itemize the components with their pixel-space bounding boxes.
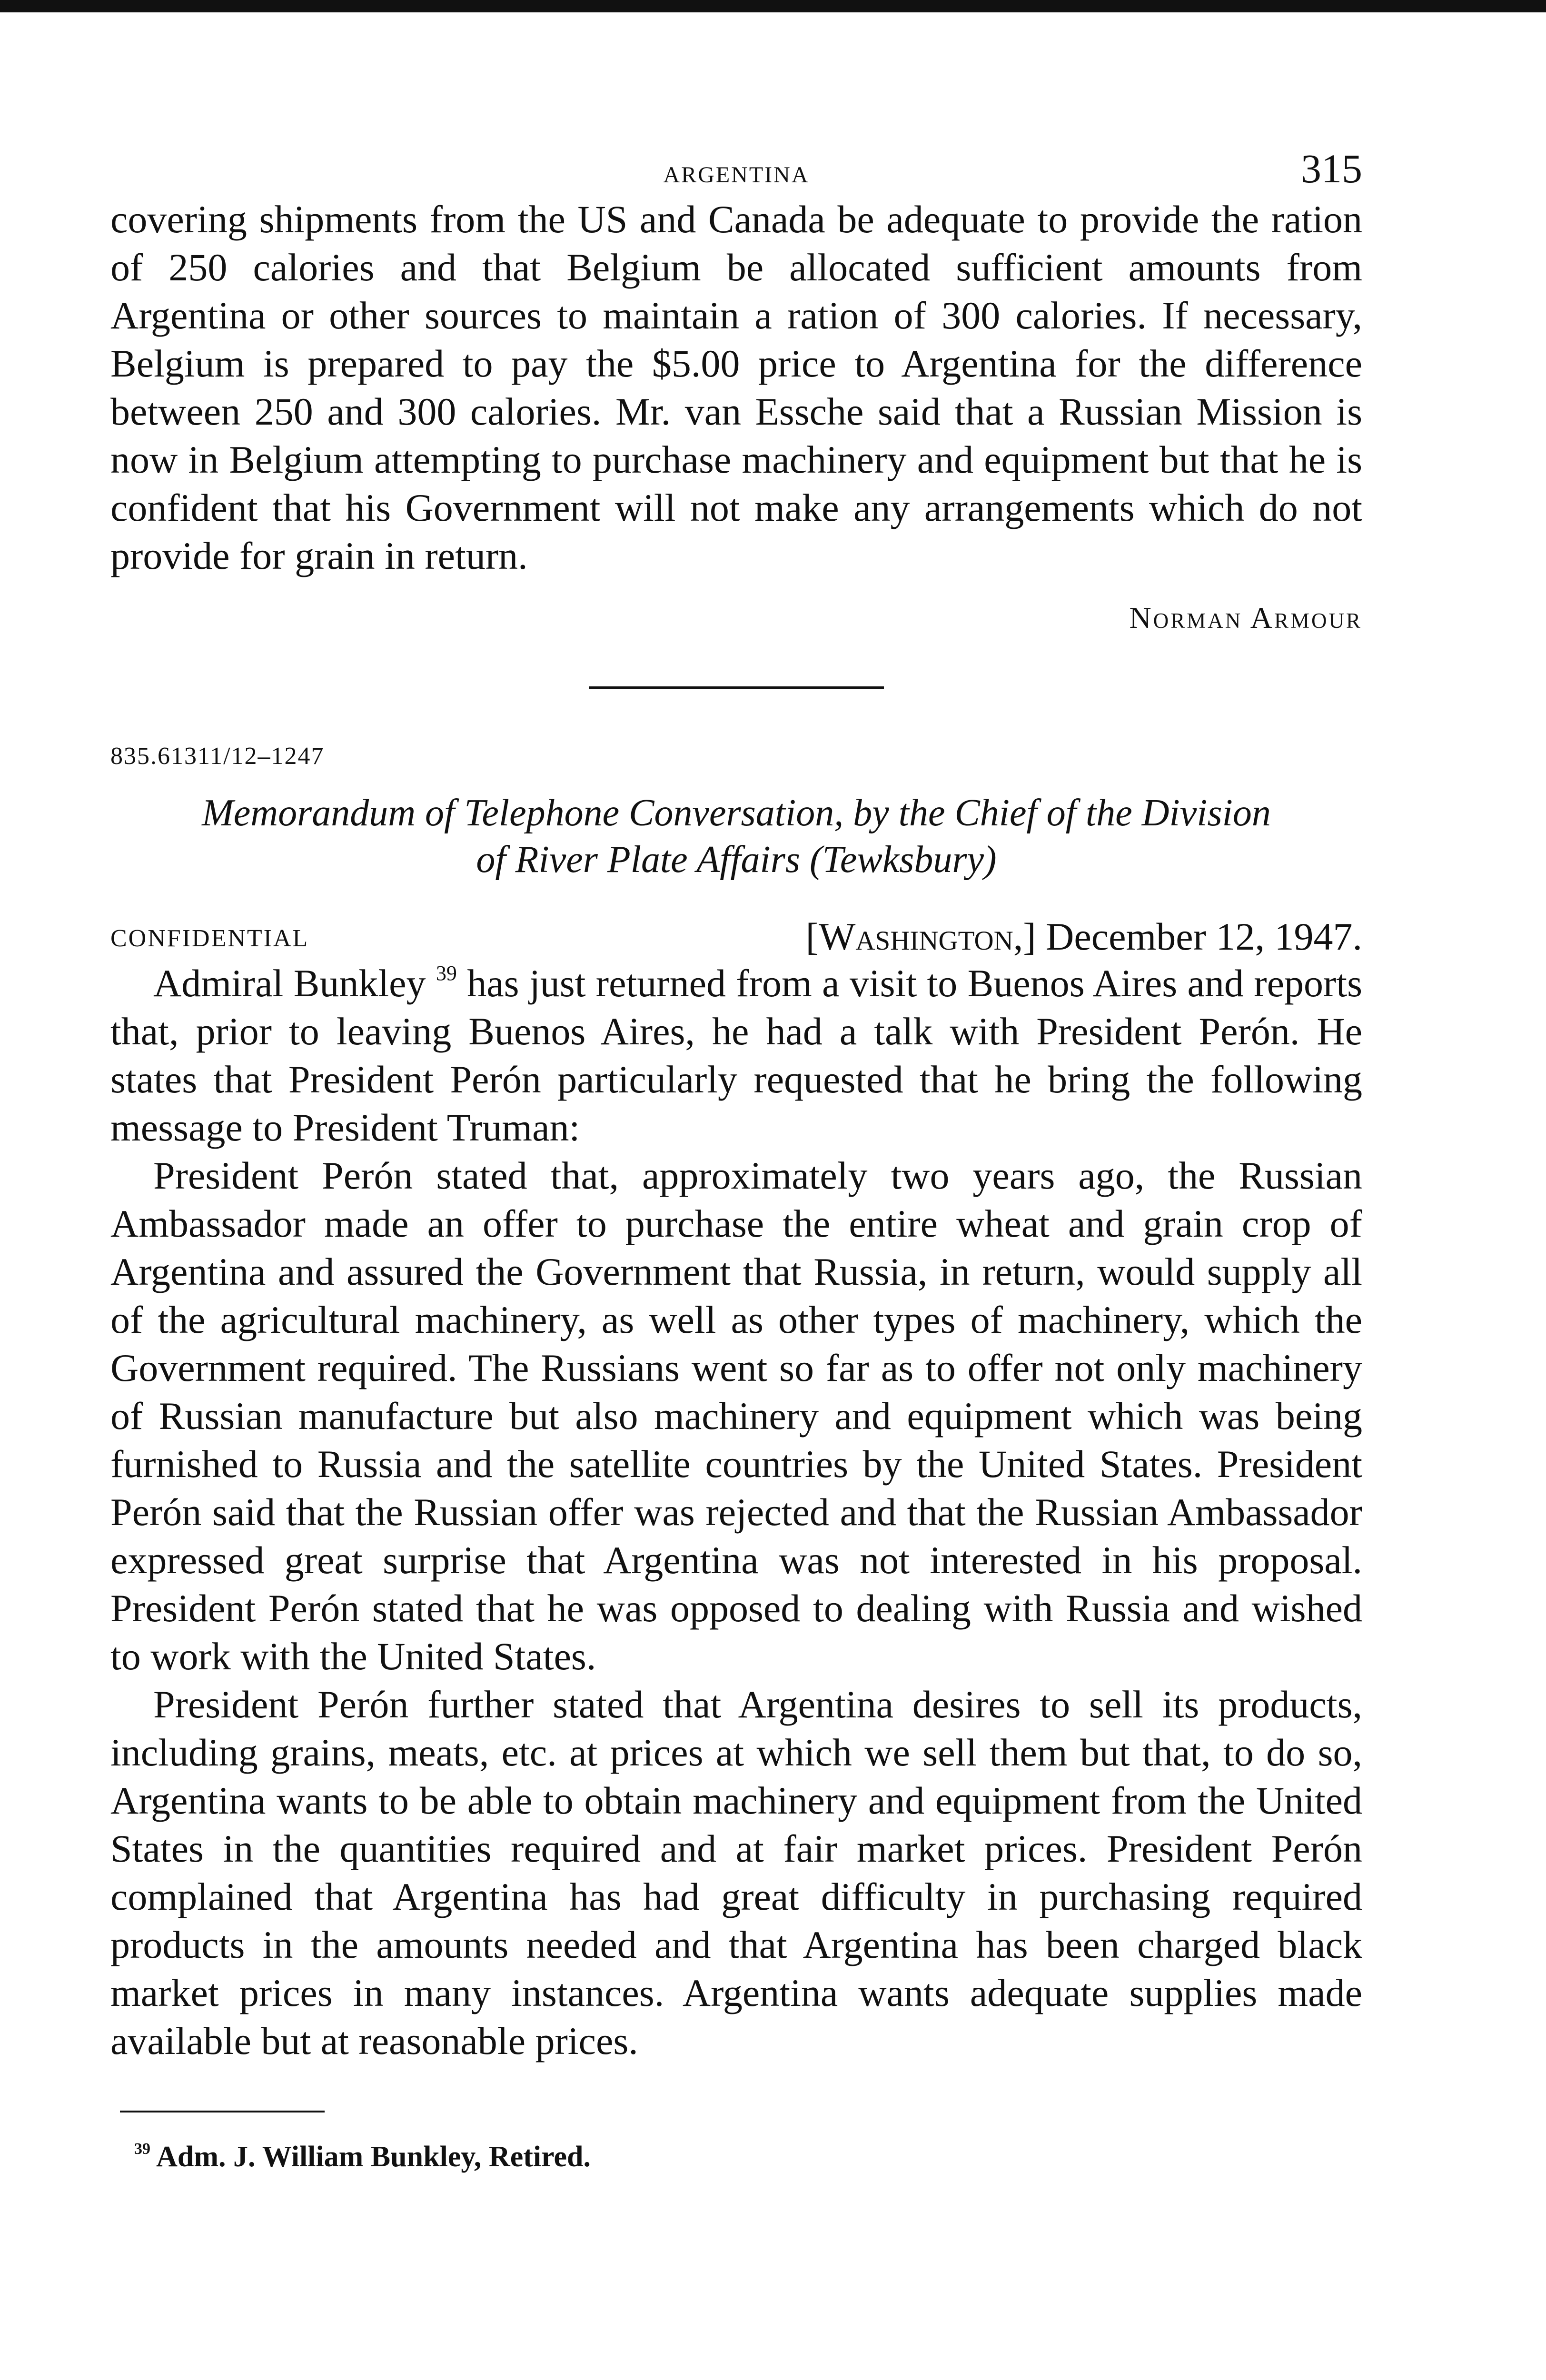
- document-title: [110, 790, 1362, 883]
- paragraph-1: [110, 959, 1362, 1151]
- classification-label: CONFIDENTIAL: [110, 925, 309, 952]
- scan-top-border: [0, 0, 1546, 12]
- place: [Washington,]: [805, 915, 1036, 958]
- date: December 12, 1947.: [1046, 915, 1362, 958]
- footnote-reference: 39: [436, 962, 457, 985]
- continuation-paragraph: covering shipments from the US and Canada be adequate to provide the ration of 250 calories and that Belgium be allocated sufficient amounts from Argentina or other sources to maintain a ration of 300 calories. If necessary, Belgium is prepared to pay the $5.00 price to Argentina for the difference between 250 and 300 calories. Mr. van Essche said that a Russian Mission is now in Belgium attempting to purchase machinery and equipment but that he is confident that his Government will not make any arrangements which do not provide for grain in return.: [110, 198, 1362, 577]
- paragraph-3: President Perón further stated that Argentina desires to sell its products, including grains, meats, etc. at prices at which we sell them but that, to do so, Argentina wants to be able to obtain machinery and equipment from the United States in the quantities required and at fair market prices. President Perón complained that Argentina has had great difficulty in purchasing required products in the amounts needed and that Argentina has been charged black market prices in many instances. Argentina wants adequate supplies made available but at reasonable prices.: [110, 1683, 1362, 2063]
- page-number: 315: [1301, 146, 1362, 191]
- paragraph-1-lead: Admiral Bunkley: [153, 962, 426, 1005]
- running-head-title: ARGENTINA: [663, 162, 810, 188]
- paragraph-1-rest: has just returned from a visit to Buenos Aires and reports that, prior to leaving Buenos Aires, he had a talk with President Perón. He states that President Perón particularly requested that he bring the following message to President Truman:: [110, 962, 1362, 1149]
- signature: Norman Armour: [1129, 601, 1362, 635]
- document-title-line2: of River Plate Affairs (Tewksbury): [476, 839, 997, 881]
- dateline: [110, 910, 1362, 959]
- paragraph-2: President Perón stated that, approximately two years ago, the Russian Ambassador made an offer to purchase the entire wheat and grain crop of Argentina and assured the Government that Russia, in return, would supply all of the agricultural machinery, as well as other types of machinery, which the Government required. The Russians went so far as to offer not only machinery of Russian manufacture but also machinery and equipment which was being furnished to Russia and the satellite countries by the United States. President Perón said that the Russian offer was rejected and that the Russian Ambassador expressed great surprise that Argentina was not interested in his proposal. President Perón stated that he was opposed to dealing with Russia and wished to work with the United States.: [110, 1154, 1362, 1678]
- document-title-line1: Memorandum of Telephone Conversation, by the Chief of the Division: [202, 792, 1271, 834]
- place-date: [806, 914, 1362, 959]
- document-page: [110, 143, 1362, 2174]
- footnote: [134, 2139, 1362, 2174]
- footnote-number: 39: [134, 2140, 150, 2158]
- footnote-rule: [120, 2111, 325, 2112]
- running-head: [110, 143, 1362, 195]
- section-divider: [589, 686, 884, 689]
- footnote-text: Adm. J. William Bunkley, Retired.: [156, 2141, 591, 2173]
- file-number: 835.61311/12–1247: [110, 743, 325, 770]
